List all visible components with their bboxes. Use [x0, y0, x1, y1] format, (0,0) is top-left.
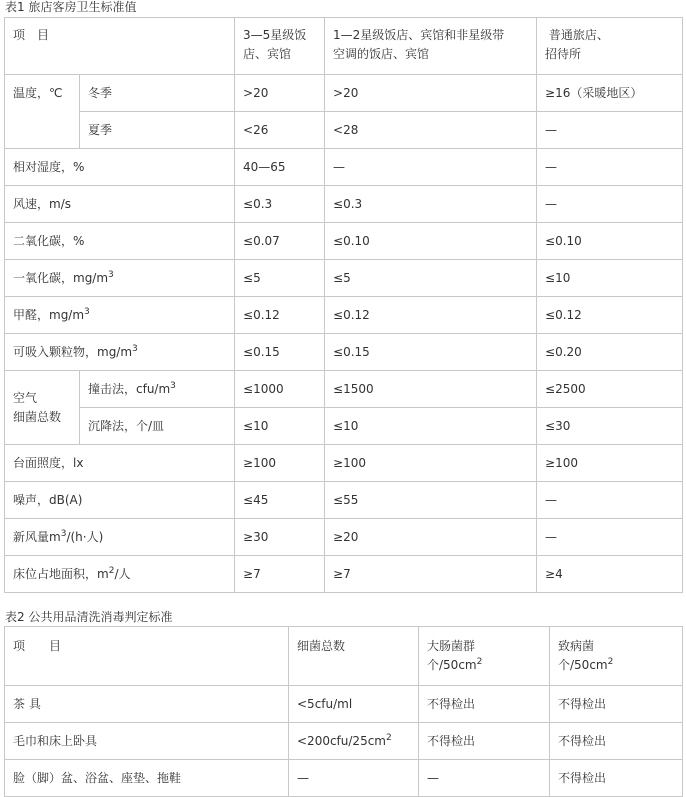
- cell: —: [537, 482, 683, 519]
- table-row: [5, 445, 683, 482]
- header-item: 项 目: [5, 627, 289, 686]
- header-1-2-star: 1—2星级饭店、宾馆和非星级带 空调的饭店、宾馆: [325, 18, 537, 75]
- cell: ≤0.3: [325, 186, 537, 223]
- table2-header-row: [5, 627, 683, 686]
- fresh-air-label: 新风量$m^3/(h\cdot$人): [5, 519, 235, 556]
- header-item: 项 目: [5, 18, 235, 75]
- temperature-label: 温度，℃: [5, 75, 80, 149]
- cell: —: [419, 760, 550, 797]
- formaldehyde-label: 甲醛，$mg/m^3$: [5, 297, 235, 334]
- cell: ≤5: [235, 260, 325, 297]
- cell: ≥100: [537, 445, 683, 482]
- header-coliform: 大肠菌群 个$/50cm^2$: [419, 627, 550, 686]
- header-3-5-star: 3—5星级饭 店、宾馆: [235, 18, 325, 75]
- cell: 40—65: [235, 149, 325, 186]
- table2-caption: 表2 公共用品清洗消毒判定标准: [5, 610, 173, 624]
- cell: ≤0.12: [235, 297, 325, 334]
- impact-method-label: 撞击法，cfu/$m^3$: [80, 371, 235, 408]
- cell: —: [289, 760, 419, 797]
- table-row: [5, 723, 683, 760]
- cell: —: [537, 112, 683, 149]
- cell: ≥20: [325, 519, 537, 556]
- cell: 不得检出: [550, 723, 683, 760]
- table-row: [5, 112, 683, 149]
- table1-header-row: [5, 18, 683, 75]
- cell: —: [537, 519, 683, 556]
- table-row: [5, 686, 683, 723]
- summer-label: 夏季: [80, 112, 235, 149]
- table-row: [5, 75, 683, 112]
- cell: >20: [325, 75, 537, 112]
- cell: <5cfu/ml: [289, 686, 419, 723]
- cell: ≤0.07: [235, 223, 325, 260]
- cell: ≤0.10: [325, 223, 537, 260]
- table-row: [5, 334, 683, 371]
- cell: $<200cfu/25cm^2$: [289, 723, 419, 760]
- cell: ≤0.15: [325, 334, 537, 371]
- cell: 不得检出: [419, 686, 550, 723]
- winter-label: 冬季: [80, 75, 235, 112]
- cell: ≥4: [537, 556, 683, 593]
- cell: 不得检出: [550, 686, 683, 723]
- noise-label: 噪声，dB(A): [5, 482, 235, 519]
- cell: ≤10: [325, 408, 537, 445]
- cell: ≤1000: [235, 371, 325, 408]
- cell: 不得检出: [550, 760, 683, 797]
- table-row: [5, 482, 683, 519]
- bed-area-label: 床位占地面积，$m^2/$人: [5, 556, 235, 593]
- cell: ≤0.12: [537, 297, 683, 334]
- cell: ≤10: [537, 260, 683, 297]
- wind-label: 风速，m/s: [5, 186, 235, 223]
- table-row: [5, 297, 683, 334]
- table-row: [5, 260, 683, 297]
- cell: ≤10: [235, 408, 325, 445]
- cell: —: [537, 149, 683, 186]
- cell: 不得检出: [419, 723, 550, 760]
- table-row: [5, 223, 683, 260]
- table-row: [5, 408, 683, 445]
- table-row: [5, 519, 683, 556]
- cell: ≥7: [235, 556, 325, 593]
- cell: >20: [235, 75, 325, 112]
- cell: ≤0.15: [235, 334, 325, 371]
- cell: ≤0.20: [537, 334, 683, 371]
- co-label: 一氧化碳，$mg/m^3$: [5, 260, 235, 297]
- illuminance-label: 台面照度，lx: [5, 445, 235, 482]
- header-total-bacteria: 细菌总数: [289, 627, 419, 686]
- header-pathogen: 致病菌 个$/50cm^2$: [550, 627, 683, 686]
- cell: ≥16（采暖地区）: [537, 75, 683, 112]
- header-ordinary-inn: 普通旅店、 招待所: [537, 18, 683, 75]
- towel-label: 毛巾和床上卧具: [5, 723, 289, 760]
- cell: —: [325, 149, 537, 186]
- settle-method-label: 沉降法，个/皿: [80, 408, 235, 445]
- bacteria-label: 空气 细菌总数: [5, 371, 80, 445]
- cell: <26: [235, 112, 325, 149]
- cell: ≤30: [537, 408, 683, 445]
- humidity-label: 相对湿度，%: [5, 149, 235, 186]
- basin-label: 脸（脚）盆、浴盆、座垫、拖鞋: [5, 760, 289, 797]
- table-row: [5, 149, 683, 186]
- particles-label: 可吸入颗粒物，$mg/m^3$: [5, 334, 235, 371]
- cell: ≥100: [235, 445, 325, 482]
- cell: ≤0.10: [537, 223, 683, 260]
- tea-label: 茶 具: [5, 686, 289, 723]
- table1-caption: 表1 旅店客房卫生标准值: [5, 0, 137, 14]
- cell: <28: [325, 112, 537, 149]
- cell: ≤5: [325, 260, 537, 297]
- cell: ≤2500: [537, 371, 683, 408]
- table-row: [5, 556, 683, 593]
- co2-label: 二氧化碳，%: [5, 223, 235, 260]
- table-row: [5, 760, 683, 797]
- cell: ≤1500: [325, 371, 537, 408]
- cell: ≥30: [235, 519, 325, 556]
- public-goods-disinfection-table: [4, 626, 683, 797]
- cell: ≤0.12: [325, 297, 537, 334]
- cell: ≤0.3: [235, 186, 325, 223]
- table-row: [5, 371, 683, 408]
- table-row: [5, 186, 683, 223]
- cell: ≥100: [325, 445, 537, 482]
- cell: —: [537, 186, 683, 223]
- cell: ≤55: [325, 482, 537, 519]
- hotel-room-hygiene-table: [4, 17, 683, 593]
- cell: ≥7: [325, 556, 537, 593]
- cell: ≤45: [235, 482, 325, 519]
